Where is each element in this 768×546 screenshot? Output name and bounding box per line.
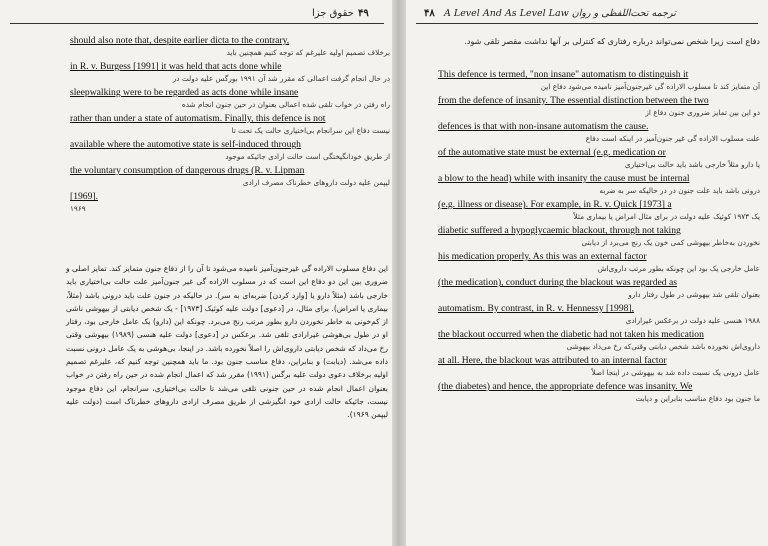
english-line: should also note that, despite earlier dicta to the contrary, [70, 35, 290, 46]
right-page-header [406, 8, 768, 22]
persian-gloss: آن متمایز کند تا مسلوب الاراده گی غیرجنون‌آمیز نامیده می‌شود دفاع این [540, 82, 760, 91]
english-line: at all. Here, the blackout was attributed to an internal factor [438, 355, 667, 366]
english-line: defences is that with non-insane automatism the cause. [438, 121, 649, 132]
glossed-line [438, 68, 760, 94]
english-line: from the defence of insanity. The essential distinction between the two [438, 95, 709, 106]
english-line: his medication properly. As this was an external factor [438, 251, 647, 262]
english-line: the blackout occurred when the diabetic had not taken his medication [438, 329, 704, 340]
persian-gloss: داروی‌اش نخورده باشد شخص دیابتی وقتی‌که رخ می‌داد بیهوشی [566, 342, 760, 351]
english-line: automatism. By contrast, in R. v. Hennessy [1998], [438, 303, 635, 314]
persian-gloss: یک ۱۹۷۳ کوئیک علیه دولت در برای مثال امراض یا بیماری مثلاً [573, 212, 760, 221]
left-glossed-text [70, 34, 390, 216]
glossed-line [70, 164, 390, 190]
glossed-line [70, 138, 390, 164]
glossed-line [70, 86, 390, 112]
english-line: This defence is termed, "non insane" automatism to distinguish it [438, 69, 689, 80]
persian-gloss: نخوردن به‌خاطر بیهوشی کمی خون یک رنج می‌برد از دیابتی [581, 238, 760, 247]
glossed-line [438, 250, 760, 276]
persian-gloss: عامل خارجی یک بود این چونکه بطور مرتب داروی‌اش [597, 264, 760, 273]
left-persian-translation [66, 262, 388, 534]
persian-gloss: از طریق خودانگیختگی است حالت ارادی جائیکه موجود [225, 152, 390, 161]
right-page-number: ۴۸ [424, 8, 435, 19]
left-header-rule [10, 23, 384, 24]
right-header-title: A Level And As Level Law ترجمه تحت‌اللفظی و روان [444, 8, 676, 19]
english-line: in R. v. Burgess [1991] it was held that acts done while [70, 61, 282, 72]
persian-gloss: راه رفتن در خواب تلقی شده اعمالی بعنوان در حین جنون انجام شده [181, 100, 390, 109]
book-spine-shadow [392, 0, 406, 546]
persian-gloss: ما جنون بود دفاع مناسب بنابراین و دیابت [635, 394, 760, 403]
glossed-line [438, 354, 760, 380]
glossed-line [70, 190, 390, 216]
left-header-title: حقوق جزا [312, 8, 354, 19]
translation-paragraph: این دفاع مسلوب الاراده گی غیرجنون‌آمیز نامیده می‌شود تا آن را از دفاع جنون متمایز کند. تمایز اصلی و ضروری بین این دو دفاع این است که در مسلوب الاراده گی غیر جنون‌آمیز علت حالت بی‌اختیاری باید خارجی باشد (مثلاً دارو یا [وارد کردن] ضربه‌ای به سر). در حالیکه در جنون علت باید درونی باشد (مثلاً، بیماری یا امراض). برای مثال، در [دعوی] دولت علیه کوئیک [۱۹۷۳] - یک شخص دیابتی از بیهوشی ناشی از کم‌خونی به خاطر نخوردن دارو بطور مرتب رنج می‌برد. چونکه این (دارو) یک عامل خارجی بود، رفتار او در طول بی‌هوشی غیرارادی تلقی شد. برعکس در [دعوی] دولت علیه هنسی (۱۹۸۹) بیهوشی وقتی رخ می‌داد که شخص دیابتی داروی‌اش را اصلاً نخورده باشد. در اینجا، بی‌هوشی به یک عامل درونی نسبت داده می‌شد. (دیابت) و بنابراین، دفاع مناسب جنون بود. ما باید همچنین توجه کنیم که، علیرغم تصمیم اولیه برخلاف دعوی دولت علیه برگس (۱۹۹۱) مقرر شد که اعمال انجام شده در حین راه رفتن در خواب بعنوان اعمال انجام شده در حین جنونی تلقی می‌شد تا حالت بی‌اختیاری، سرانجام، این دفاع موجود نیست، جائیکه حالت ارادی خود انگیزشی از طریق مصرف ارادی داروهای خطرناک است (دولت علیه لیپمن ۱۹۶۹). [66, 264, 389, 420]
glossed-line [70, 34, 390, 60]
glossed-line [438, 302, 760, 328]
english-line: a blow to the head) while with insanity the cause must be internal [438, 173, 690, 184]
persian-gloss: بعنوان تلقی شد بیهوشی در طول رفتار دارو [628, 290, 760, 299]
english-line: (the medication), conduct during the blackout was regarded as [438, 277, 677, 288]
persian-gloss: علت مسلوب الاراده گی غیر جنون‌آمیز در اینکه است دفاع [585, 134, 760, 143]
english-line: the voluntary consumption of dangerous drugs (R. v. Lipman [70, 165, 305, 176]
glossed-line [70, 112, 390, 138]
persian-gloss: عامل درونی یک نسبت داده شد به بیهوشی در اینجا اصلاً [591, 368, 760, 377]
english-line: of the automative state must be external (e.g. medication or [438, 147, 666, 158]
english-line: diabetic suffered a hypoglycaemic blackout, through not taking [438, 225, 681, 236]
right-intro-persian: دفاع است زیرا شخص نمی‌تواند درباره رفتاری که کنترلی بر آنها نداشت مقصر تلقی شود. [464, 37, 760, 46]
persian-gloss: ۱۹۶۹ [70, 204, 86, 213]
persian-gloss: دو این بین تمایز ضروری جنون دفاع از [645, 108, 760, 117]
english-line: sleepwalking were to be regarded as acts done while insane [70, 87, 299, 98]
persian-gloss: نیست دفاع این سرانجام بی‌اختیاری حالت یک تحت تا [231, 126, 390, 135]
left-page-header [0, 8, 394, 22]
glossed-line [438, 328, 760, 354]
persian-gloss: در حال انجام گرفت اعمالی که مقرر شد آن ۱۹۹۱ بورگس علیه دولت در [172, 74, 390, 83]
glossed-line [70, 60, 390, 86]
right-header-rule [416, 23, 758, 24]
right-page [406, 0, 768, 546]
english-line: rather than under a state of automatism. Finally, this defence is not [70, 113, 326, 124]
english-line: available where the automotive state is self-induced through [70, 139, 301, 150]
glossed-line [438, 276, 760, 302]
glossed-line [438, 146, 760, 172]
left-page-number: ۴۹ [358, 8, 369, 19]
persian-gloss: ۱۹۸۸ هنسی علیه دولت در برعکس غیرارادی [625, 316, 760, 325]
glossed-line [438, 94, 760, 120]
glossed-line [438, 172, 760, 198]
persian-gloss: یا دارو مثلاً خارجی باشد باید حالت بی‌اختیاری [624, 160, 760, 169]
glossed-line [438, 224, 760, 250]
right-glossed-text [438, 68, 760, 406]
persian-gloss: برخلاف تصمیم اولیه علیرغم که توجه کنیم همچنین باید [226, 48, 390, 57]
glossed-line [438, 120, 760, 146]
english-line: (the diabetes) and hence, the appropriate defence was insanity. We [438, 381, 693, 392]
persian-gloss: درونی باشد باید علت جنون در در حالیکه سر به ضربه [599, 186, 760, 195]
english-line: [1969]. [70, 191, 98, 202]
glossed-line [438, 380, 760, 406]
persian-gloss: لیپمن علیه دولت داروهای خطرناک مصرف ارادی [242, 178, 390, 187]
glossed-line [438, 198, 760, 224]
english-line: (e.g. illness or disease). For example, in R. v. Quick [1973] a [438, 199, 672, 210]
